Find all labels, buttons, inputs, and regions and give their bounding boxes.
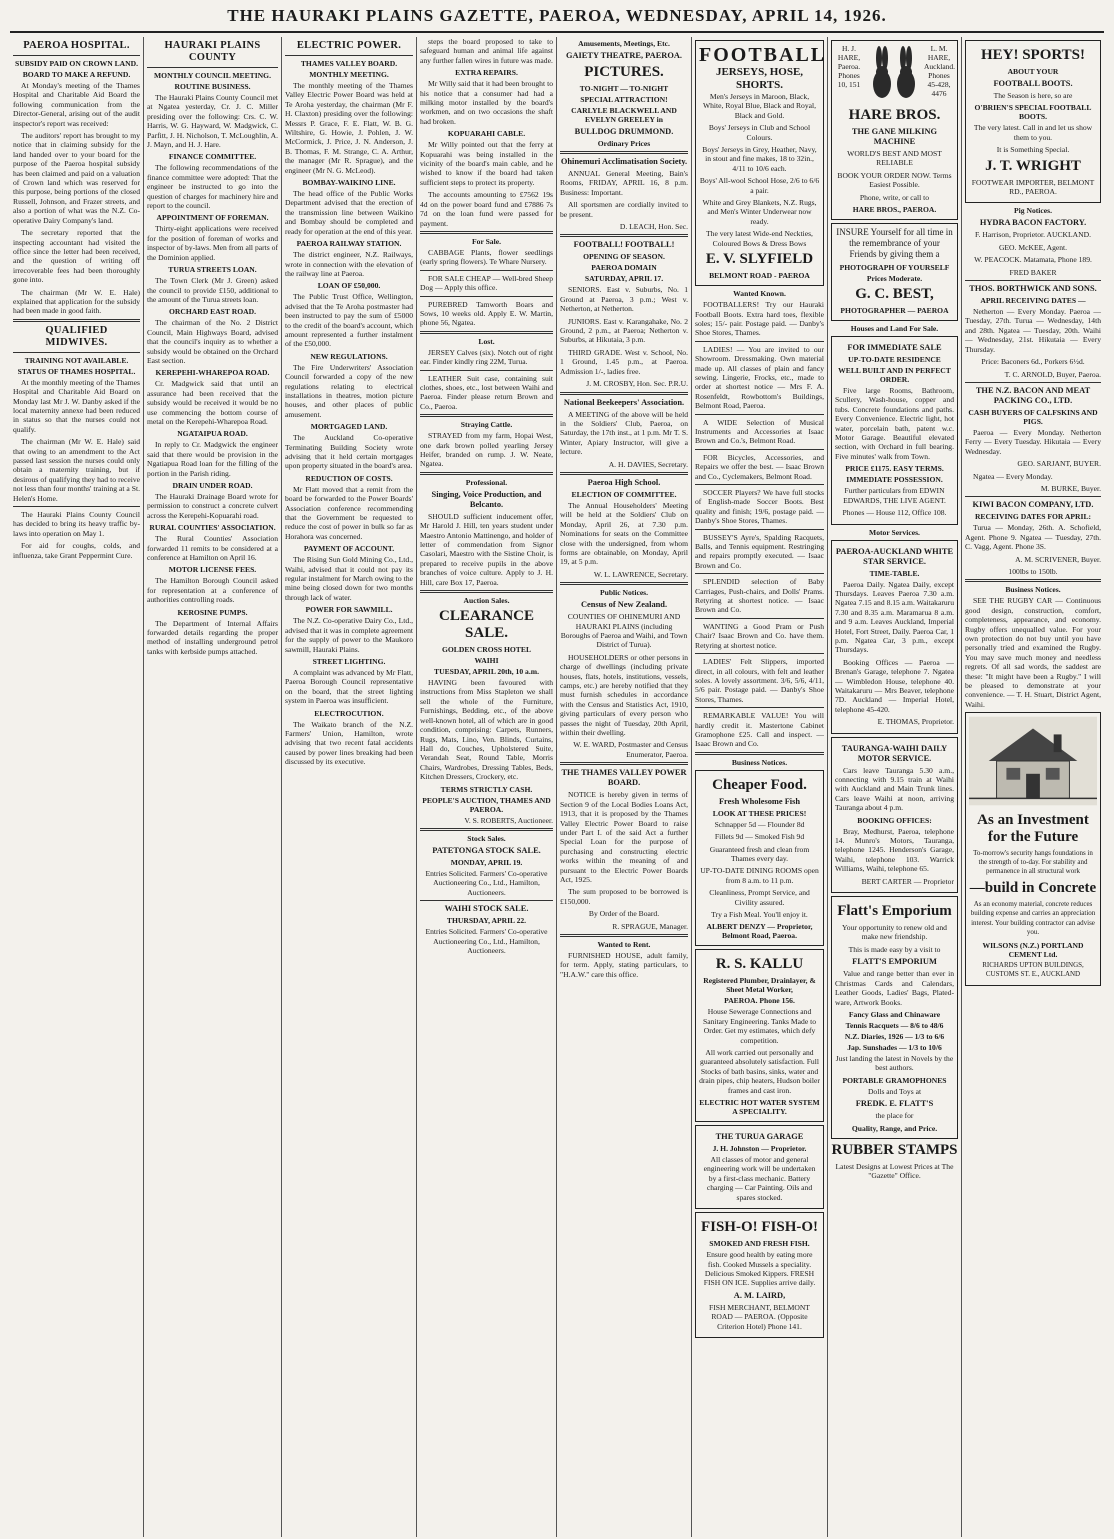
ad-text: Further particulars from EDWIN EDWARDS, THE LIVE AGENT. [843, 486, 946, 505]
subhead: TRAINING NOT AVAILABLE. [24, 355, 129, 365]
section-head: DRAIN UNDER ROAD. [172, 481, 253, 490]
ad-line: Cleanliness, Prompt Service, and Civility assured. [709, 888, 810, 907]
paragraph: The Department of Internal Affairs forwarded details regarding the proper method of installing underground petrol tanks with kerbside pumps attached. [147, 618, 278, 656]
ad-line: SATURDAY, APRIL 17. [584, 274, 664, 284]
ad-text: Paeroa Daily. Ngatea Daily, except Thursdays. Leaves Paeroa 7.30 a.m. Ngatea 7.15 and 8.15 a.m. Waitakaruru 7.30 and 8.35 a.m. Maramarua 8 a.m. and 9 a.m. Leaves Auckland, Imperial Hotel, Fort Street, Daily. Paeroa Car, 1 p.m. Ngatea Car, 3 p.m., except Thursdays. [835, 579, 954, 655]
flatts-emporium-advert [831, 896, 958, 1138]
subhead: STATUS OF THAMES HOSPITAL. [17, 366, 136, 376]
ad-line: TERMS STRICTLY CASH. [440, 784, 533, 794]
ad-line: Tennis Racquets — 8/6 to 48/6 [845, 1020, 944, 1030]
ad-line: PORTABLE GRAMOPHONES [842, 1075, 947, 1085]
notice-text: The Annual Householders' Meeting will be held at the Soldiers' Club on Monday, April 26, at 7.30 p.m. Nominations for seats on the Committee close with the undersigned, from whom forms are obtainable, on Monday, April 19, at 5 p.m. [560, 500, 688, 567]
classified-head: Wanted Known. [733, 289, 786, 299]
headline-hauraki-plains-county: HAURAKI PLAINS COUNTY [164, 40, 261, 63]
ad-text: Five large Rooms, Bathroom, Scullery, Wash-house, copper and tubs. Concrete foundations and paths. Every Convenience. Electric light, hot water, porcelain bath, patent w.c. Motor Garage. Beautiful elevated section, with Orchard in full bearing. Five minutes' walk from Town. [835, 386, 954, 461]
paragraph: The Hauraki Plains County Council met at Ngatea yesterday, Cr. J. C. Miller presiding over the following: Crs. C. W. Harris, W. G. Hayward, W. Madgwick, C. Parfitt, J. H. Nicholson, T. McLoughlin, A. J. Mayn, and H. J. Hare. [147, 93, 278, 150]
section-head: ORCHARD EAST ROAD. [169, 307, 256, 317]
paragraph: The Town Clerk (Mr J. Green) asked the council to provide £150, additional to the amount of the Turua streets loan. [147, 276, 278, 304]
ad-text: Value and range better than ever in Christmas Cards and Calendars, Leather Goods, Ladies' Bags, Plated-ware, Artwork Books. [835, 969, 954, 1007]
ad-line: HARE BROS., PAEROA. [852, 205, 937, 215]
ad-text: FISH MERCHANT, BELMONT ROAD — PAEROA. (Opposite Criterion Hotel) Phone 141. [709, 1302, 810, 1331]
classified-ad: LEATHER Suit case, containing suit clothes, shoes, etc., lost between Waihi and Paeroa. Finder please return Brown and Co., Paeroa. [420, 373, 553, 411]
ad-title: THE N.Z. BACON AND MEAT PACKING CO., LTD. [975, 385, 1091, 405]
classified-head: Pig Notices. [1014, 206, 1052, 216]
ad-subtitle: Fresh Wholesome Fish [718, 796, 801, 806]
ad-title: THOS. BORTHWICK AND SONS. [969, 284, 1097, 294]
section-head: APPOINTMENT OF FOREMAN. [156, 213, 269, 223]
ad-subtitle: THE GANE MILKING MACHINE [851, 127, 938, 146]
column-6 [692, 37, 828, 1537]
ad-line: PHOTOGRAPH OF YOURSELF [839, 263, 950, 273]
ad-text: The very latest Wide-end Neckties, Coloured Bows & Dress Bows [706, 229, 813, 248]
notice-text: COUNTIES OF OHINEMURI AND HAURAKI PLAINS (including Boroughs of Paeroa and Waihi, and Town District of Turua). [560, 612, 688, 650]
ad-heading: Ohinemuri Acclimatisation Society. [560, 157, 688, 166]
ad-heading: GAIETY THEATRE, PAEROA. [565, 51, 683, 60]
ad-line: TIME-TABLE. [869, 568, 920, 578]
ad-text: Turua — Monday, 26th. A. Schofield, Agent. Phone 9. Ngatea — Tuesday, 27th. C. Vagg, Agent. Phone 3S. [965, 523, 1101, 552]
residence-advert [831, 336, 958, 524]
paragraph: At the monthly meeting of the Thames Hospital and Charitable Aid Board on Monday last Mr J. W. Danby asked if the local maternity annexe had been reduced in status so that the nurses could not qualify. [13, 377, 140, 434]
ad-text: This is made easy by a visit to [848, 944, 941, 954]
ad-text: Netherton — Every Monday. Paeroa — Tuesday, 27th. Turua — Wednesday, 14th and 28th. Ngatea — Tuesday, 20th. Waihi — Wednesday, 21st. Hikutaia — Every Thursday. [965, 307, 1101, 354]
ad-line: OPENING OF SEASON. [583, 252, 665, 262]
house-illustration-icon [969, 716, 1097, 806]
ad-line: MONDAY, APRIL 19. [450, 857, 523, 867]
ad-line: BELMONT ROAD - PAEROA [709, 271, 810, 281]
paragraph: The Waikato branch of the N.Z. Farmers' Union, Hamilton, wrote advising that two recent fatal accidents caused by power lines breaking had been discussed by its executive. [285, 719, 413, 767]
section-head: RURAL COUNTIES' ASSOCIATION. [149, 523, 276, 533]
classified-head: Wanted to Rent. [597, 939, 651, 949]
classified-head: Business Notices. [1005, 585, 1061, 595]
ad-title: PAEROA-AUCKLAND WHITE STAR SERVICE. [835, 546, 954, 566]
ad-heading: FOOTBALL! FOOTBALL! [573, 240, 675, 250]
paragraph: The Hamilton Borough Council asked for representation at a conference of authorities controlling roads. [147, 576, 278, 605]
classified-head: Stock Sales. [467, 833, 506, 843]
classified-ad: REMARKABLE VALUE! You will hardly credit it. Mastertone Cabinet Gramophone £25. Call and inspect. — Isaac Brown and Co. [695, 711, 824, 749]
ad-line: ELECTRIC HOT WATER SYSTEM A SPECIALITY. [699, 1098, 820, 1117]
ad-line: J. H. Johnston — Proprietor. [712, 1144, 807, 1154]
classified-ad: A WIDE Selection of Musical Instruments and Accessories at Isaac Brown and Co.'s, Belmont Road. [695, 417, 824, 446]
paragraph: For aid for coughs, colds, and influenza, take Grant Peppermint Cure. [13, 541, 140, 560]
paragraph: Thirty-eight applications were received for the position of foreman of works and inspector of by-laws. Men from all parts of the Dominion applied. [147, 224, 278, 262]
columns [10, 37, 1104, 1537]
headline-electric-power: ELECTRIC POWER. [296, 40, 402, 51]
classified-head: Lost. [478, 336, 495, 346]
ad-text: House Sewerage Connections and Sanitary Engineering. Tanks Made to Order. Get my estimates, which defy competition. [703, 1007, 816, 1045]
paragraph: The Auckland Co-operative Terminating Building Society wrote advising that it held certain mortgages upon property situated in the board's area. [285, 433, 413, 471]
paragraph: The head office of the Public Works Department advised that the erection of the transmission line between Waikino and Bombay should be completed and ready for operation at the end of this year. [285, 189, 413, 236]
hare-bros-advert [831, 40, 958, 220]
ad-line: PRICE £1175. EASY TERMS. [845, 464, 944, 474]
paragraph: Mr Flatt moved that a remit from the board be forwarded to the Power Boards' Association conference recommending that the Government be requested to reduce the cost of power in bulk so far as Horahora was concerned. [285, 484, 413, 541]
tauranga-waihi-advert [831, 737, 958, 893]
hare-logo-icon [864, 44, 924, 104]
ad-title: As an Investment for the Future [977, 811, 1089, 845]
ad-line: LOOK AT THESE PRICES! [712, 808, 807, 818]
section-head: NGATAIPUA ROAD. [177, 429, 248, 439]
subhead: ROUTINE BUSINESS. [174, 82, 251, 91]
ad-signature: E. THOMAS, Proprietor. [877, 717, 954, 727]
paragraph: The chairman of the No. 2 District Council, Main Highways Board, advised that the council's inquiry as to whether a subsidy would be obtained on the Orchard East section. [147, 318, 278, 365]
classified-ad: FOR SALE CHEAP — Well-bred Sheep Dog — Apply this office. [420, 273, 553, 293]
notice-text: JUNIORS. East v. Karangahake, No. 2 Ground, 2 p.m., at Paeroa; Netherton v. Suburbs, at Hikutaia, 3 p.m. [560, 316, 688, 345]
ad-text: To-morrow's security hangs foundations in the strength of to-day. For stability and permanence in all structural work [973, 848, 1093, 876]
ad-signature: R. SPRAGUE, Manager. [612, 921, 688, 931]
classified-head: Straying Cattle. [460, 420, 513, 430]
ad-title: FISH-O! FISH-O! [700, 1219, 819, 1236]
ad-text: Latest Designs at Lowest Prices at The "Gazette" Office. [835, 1161, 954, 1180]
notice-text: HOUSEHOLDERS or other persons in charge of dwellings (including private houses, flats, hotels, institutions, vessels, camps, etc.) are hereby notified that they must furnish schedules in accordance with the Census and Statistics Act, 1910, giving particulars of every person who passes the night of Tuesday, 20th April, within their dwelling. [560, 652, 688, 738]
column-8 [962, 37, 1104, 1537]
paragraph: The chairman (Mr W. E. Hale) said that owing to an amendment to the Act passed last session the nurses could only obtain a maternity training, but if desirous of qualifying they had to receive not less than four months' training at a St. Helen's Home. [13, 437, 140, 503]
ad-title: FOOTBALL [699, 44, 827, 66]
classified-head: For Sale. [472, 236, 501, 246]
classified-head: Houses and Land For Sale. [850, 324, 939, 334]
ad-text: Boys' All-wool School Hose, 2/6 to 6/6 a pair. [699, 176, 820, 195]
ad-title: —build in Concrete [969, 879, 1097, 896]
classified-ad: SHOULD sufficient inducement offer, Mr Harold J. Hill, ten years student under Maestro Antonio Mattinengo, and holder of letter of commendation from Signor Casolari, Maestro with the Sistine Choir, is prepared to receive pupils in the above branches of voice culture. Apply to J. H. Hill, care Box 17, Paeroa. [420, 511, 553, 587]
ad-line: Quality, Range, and Price. [851, 1123, 938, 1133]
classified-ad: SPLENDID selection of Baby Carriages, Push-chairs, and Dolls' Prams. Retyring at shortest notice. — Isaac Brown and Co. [695, 577, 824, 615]
ad-title: A. M. LAIRD, [733, 1290, 786, 1300]
paragraph: In reply to Cr. Madgwick the engineer said that there would be provision in the Ngatiapua Road loan for the filling of the portion in the Parish riding. [147, 440, 278, 478]
paragraph: The chairman (Mr W. E. Hale) explained that application for the subsidy had been made in good faith. [13, 287, 140, 316]
section-head: TURUA STREETS LOAN. [168, 265, 257, 275]
ad-line: Try a Fish Meal. You'll enjoy it. [711, 910, 808, 919]
classified-head: Professional. [465, 477, 508, 487]
ad-text: Phone, write, or call to [859, 192, 930, 202]
ad-signature: A. M. SCRIVENER, Buyer. [1015, 554, 1101, 564]
ad-signature: A. H. DAVIES, Secretary. [608, 459, 688, 469]
ad-title: Cheaper Food. [712, 776, 807, 793]
ad-heading: THE THAMES VALLEY POWER BOARD. [561, 768, 687, 788]
paragraph: The N.Z. Co-operative Dairy Co., Ltd., advised that it was in complete agreement for the supply of power to the Maukoro sawmill, Hauraki Plains. [285, 616, 413, 654]
ad-line: WELL BUILT AND IN PERFECT ORDER. [838, 366, 951, 385]
ad-line: Fillets 9d — Smoked Fish 9d [714, 832, 805, 842]
kallu-advert [695, 949, 824, 1122]
ad-line: CARLYLE BLACKWELL AND EVELYN GREELEY in [571, 106, 677, 124]
ad-heading: National Beekeepers' Association. [563, 397, 685, 407]
column-3 [282, 37, 417, 1537]
ad-signature: V. S. ROBERTS, Auctioneer. [464, 815, 553, 825]
ad-text: Price: Baconers 6d., Porkers 6½d. [981, 357, 1085, 367]
classified-ad: FOR Bicycles, Accessories, and Repairs we offer the best. — Isaac Brown and Co., Cyclemakers, Belmont Road. [695, 452, 824, 481]
cheaper-food-advert [695, 770, 824, 947]
notice-text: NOTICE is hereby given in terms of Section 9 of the Local Bodies Loans Act, 1913, that it is proposed by the Thames Valley Electric Power Board to raise under Part I. of the said Act a further Special Loan for the purpose of purchasing and constructing electric works within the meaning of and pursuant to the Electric Power Boards Act, 1925. [560, 790, 688, 884]
ad-text: Phones — House 112, Office 108. [842, 508, 947, 518]
column-1 [10, 37, 144, 1537]
ad-heading: Singing, Voice Production, and Belcanto. [431, 489, 542, 509]
ad-title: E. V. SLYFIELD [705, 251, 814, 268]
ad-line: APRIL RECEIVING DATES — [980, 296, 1086, 306]
ad-title: KIWI BACON COMPANY, LTD. [972, 500, 1094, 510]
ad-text: FRED BAKER [1009, 267, 1057, 277]
ad-signature: J. M. CROSBY, Hon. Sec. P.R.U. [586, 379, 688, 389]
ad-title: Flatt's Emporium [837, 903, 952, 920]
ad-line: ALBERT DENZY — Proprietor, Belmont Road, Paeroa. [706, 922, 813, 941]
ad-line: SMOKED AND FRESH FISH. [709, 1239, 810, 1249]
classified-head: Business Notices. [731, 757, 788, 767]
classified-ad: FOOTBALLERS! Try our Hauraki Football Boots. Extra hard toes, flexible soles; 15/- pair. Postage paid. — Danby's Shoe Stores, Thames. [695, 300, 824, 338]
ad-text: All work carried out personally and guaranteed absolutely satisfaction. Full Stocks of bath basins, sinks, water and drain pipes, chip heaters, Hudson boiler frames and cast iron. [699, 1048, 820, 1095]
ad-text: The Season is here, so are [993, 91, 1073, 100]
notice-text: The sum proposed to be borrowed is £150,000. [560, 887, 688, 906]
ad-title: HARE BROS. [848, 107, 941, 123]
ad-text: Bray, Medhurst, Paeroa, telephone 14. Munro's Motors, Tauranga, telephone 1245. Henderson's Garage, Waihi, telephone 103. Warrick Williams, Waihi, telephone 65. [835, 826, 954, 874]
ad-text: As an economy material, concrete reduces building expense and carries an appreciation interest. Your building contractor can advise you. [970, 899, 1096, 937]
classified-ad: PUREBRED Tamworth Boars and Sows, 10 weeks old. Apply E. W. Martin, phone 56, Ngatea. [420, 299, 553, 328]
masthead: THE HAURAKI PLAINS GAZETTE, PAEROA, WEDNESDAY, APRIL 14, 1926. [10, 4, 1104, 33]
section-head: BOMBAY-WAIKINO LINE. [302, 178, 396, 188]
wilsons-cement-advert [965, 712, 1101, 986]
notice-text: THIRD GRADE. West v. School, No. 1 Ground, 1.45 p.m., at Paeroa. Admission 1/-, ladies free. [560, 347, 688, 376]
ad-signature: W. E. WARD, Postmaster and Census Enumerator, Paeroa. [573, 740, 688, 759]
ad-line: BULLDOG DRUMMOND. [574, 127, 674, 136]
paragraph: The Hauraki Plains County Council has decided to bring its heavy traffic by-laws into operation on May 1. [13, 510, 140, 538]
ad-line: Entries Solicited. Farmers' Co-operative Auctioneering Co., Ltd., Hamilton, Auctioneers. [425, 927, 548, 955]
ad-text: White and Grey Blankets, N.Z. Rugs, and Men's Winter Underwear now ready. [702, 198, 817, 226]
ad-text: Your opportunity to renew old and make new friendship. [842, 923, 947, 942]
section-head: NEW REGULATIONS. [310, 351, 388, 361]
classified-ad: LADIES! — You are invited to our Showroom. Dressmaking. Own material made up. All classes of plain and fancy sewing. Lingerie, Frocks, etc., made to order at shortest notice — Mrs F. A. Rosenfeldt, Rowbottom's Buildings, Belmont Road, Paeroa. [695, 344, 824, 411]
column-7 [828, 37, 962, 1537]
ad-line: PHOTOGRAPHER — PAEROA [840, 306, 949, 316]
ad-title: G. C. BEST, [855, 286, 934, 303]
ad-text: Dolls and Toys at [867, 1086, 922, 1096]
ad-line: WILSONS (N.Z.) PORTLAND CEMENT Ltd. [982, 940, 1084, 959]
ad-line: PAEROA DOMAIN [591, 263, 657, 273]
subhead: THAMES VALLEY BOARD. [300, 59, 398, 68]
paragraph: The Fire Underwriters' Association Council forwarded a copy of the new regulations relating to electrical installations in theatres, motion picture houses, and other places of public amusement. [285, 362, 413, 419]
ad-text: F. Harrison, Proprietor. AUCKLAND. [974, 230, 1092, 240]
slyfield-advert [695, 40, 827, 286]
ad-line: FREDK. E. FLATT'S [855, 1099, 934, 1109]
classified-head: Motor Services. [869, 527, 920, 537]
notice-text: SENIORS. East v. Suburbs, No. 1 Ground at Paeroa, 3 p.m.; West v. Netherton, at Netherton. [560, 285, 688, 314]
ad-signature: M. BURKE, Buyer. [1040, 483, 1101, 493]
ad-text: All classes of motor and general engineering work will be undertaken by a first-class mechanic. Battery charging — Car Painting. Oils and spares stocked. [703, 1155, 816, 1202]
wright-footwear-advert [965, 40, 1101, 203]
ad-line: Jap. Sunshades — 1/3 to 10/6 [847, 1042, 942, 1052]
ad-title: HYDRA BACON FACTORY. [979, 218, 1087, 228]
classified-head: Amusements, Meetings, Etc. [578, 39, 670, 48]
ad-line: CASH BUYERS OF CALFSKINS AND PIGS. [968, 407, 1098, 426]
classified-ad: LADIES' Felt Slippers, imported direct, in all colours, with felt and leather soles. A lovely assortment. 3/6, 5/6, 4/11, 5/6 pair. Postage paid. — Danby's Shoe Stores, Thames. [695, 657, 824, 704]
ad-text: It is Something Special. [996, 145, 1070, 155]
ad-line: UP-TO-DATE DINING ROOMS open from 8 a.m. to 11 p.m. [700, 866, 819, 885]
paragraph: The Rising Sun Gold Mining Co., Ltd., Waihi, advised that it could not pay its regular instalment for March owing to the mine being closed down for two months through lack of water. [285, 555, 413, 602]
classified-head: Public Notices. [599, 588, 649, 598]
section-head: KOPUARAHI CABLE. [447, 129, 526, 139]
classified-ad: BUSSEY'S Ayre's, Spalding Racquets, Balls, and Tennis equipment. Restringing and repairs promptly executed. — Isaac Brown and Co. [695, 532, 824, 570]
ad-text: The very latest. Call in and let us show them to you. [973, 123, 1093, 142]
fish-advert [695, 1212, 824, 1338]
ad-title: R. S. KALLU [715, 956, 804, 973]
ad-heading: CLEARANCE SALE. [438, 608, 534, 642]
ad-text: Ensure good health by eating more fish. Cooked Mussels a speciality. Delicious Smoked Kippers. FRESH FISH ON ICE. Supplies arrive daily. [703, 1250, 816, 1288]
section-head: PAEROA RAILWAY STATION. [296, 239, 402, 249]
turua-garage-advert [695, 1125, 824, 1209]
ad-text: FOOTWEAR IMPORTER, BELMONT RD., PAEROA. [971, 177, 1095, 197]
ad-text: GEO. McKEE, Agent. [998, 242, 1068, 252]
ad-subtitle: JERSEYS, HOSE, SHORTS. [715, 66, 804, 91]
ad-text: 100lbs to 150lb. [1008, 566, 1058, 576]
ad-text: Men's Jerseys in Maroon, Black, White, Royal Blue, Black and Royal, Black and Gold. [702, 92, 817, 120]
best-photographer-advert [831, 223, 958, 321]
section-head: KEREPEHI-WHAREPOA ROAD. [155, 368, 270, 378]
ad-line: N.Z. Diaries, 1926 — 1/3 to 6/6 [844, 1031, 945, 1041]
ad-line: PEOPLE'S AUCTION, THAMES AND PAEROA. [422, 795, 551, 814]
section-head: MOTOR LICENSE FEES. [168, 565, 257, 575]
ad-line: PICTURES. [584, 64, 664, 80]
ad-line: Guaranteed fresh and clean from Thames every day. [709, 844, 810, 863]
notice-text: All sportsmen are cordially invited to be present. [560, 200, 688, 219]
ad-text: Booking Offices — Paeroa — Brenan's Garage, telephone 7. Ngatea — Wimbledon House, telephone 40. Waitakaruru — Mrs Beaver, telephone 7D. Auckland — Imperial Hotel, telephone 45-420. [835, 657, 954, 714]
classified-ad: WANTING a Good Pram or Push Chair? Isaac Brown and Co. have them. Retyring at shortest notice. [695, 621, 824, 650]
ad-line: BOOKING OFFICES: [857, 815, 932, 825]
section-head: MORTGAGED LAND. [310, 422, 388, 432]
ad-text: Cars leave Tauranga 5.30 a.m., connecting with 9.15 train at Waihi with Auckland and Main Trunk lines. Cars leave Waihi at noon, arriving Tauranga about 4 p.m. [835, 765, 954, 813]
classified-head: Auction Sales. [463, 596, 510, 606]
paragraph: The following recommendations of the finance committee were adopted: That the engineer be instructed to go into the question of charges for machinery hire and report to the council. [147, 163, 278, 211]
paragraph: The monthly meeting of the Thames Valley Electric Power Board was held at Te Aroha yesterday, the chairman (Mr F. H. Claxton) presiding over the following: Messrs P. Grace, F. E. Flatt, W. B. G. Wiltshire, G. Howie, J. Pohlen, J. W. McCormick, J. Price, J. N. Anderson, J. B. Thomas, F. M. Strange, C. A. Arthur, the manager (Mr R. Sprague), and the engineer (Mr N. G. McLeod). [285, 81, 413, 175]
column-4 [417, 37, 557, 1537]
ad-heading: PATETONGA STOCK SALE. [432, 845, 541, 855]
subhead: BOARD TO MAKE A REFUND. [22, 70, 131, 79]
ad-line: RECEIVING DATES FOR APRIL: [974, 512, 1092, 522]
subhead: MONTHLY COUNCIL MEETING. [154, 71, 271, 80]
ad-title: J. T. WRIGHT [985, 157, 1081, 174]
section-head: POWER FOR SAWMILL. [305, 605, 393, 615]
classified-ad: CABBAGE Plants, flower seedlings (early spring flowers). Te Whare Nursery. [420, 247, 553, 267]
ad-text: L. M. HARE, Auckland. Phones 45-428, 4476 [924, 44, 956, 98]
ad-text: Just landing the latest in Novels by the best authors. [835, 1053, 954, 1073]
column-2 [144, 37, 282, 1537]
ad-title: FOR IMMEDIATE SALE [847, 343, 942, 353]
ad-subtitle: Registered Plumber, Drainlayer, & Sheet Metal Worker, [703, 976, 816, 995]
section-head: EXTRA REPAIRS. [455, 68, 518, 78]
ad-line: Prices Moderate. [866, 274, 923, 284]
ad-text: Ngatea — Every Monday. [973, 471, 1053, 481]
ad-line: IMMEDIATE POSSESSION. [846, 475, 943, 485]
ad-line: ABOUT YOUR [1007, 67, 1059, 76]
ad-line: Ordinary Prices [597, 139, 651, 148]
ad-line: WAIHI [474, 656, 499, 666]
classified-ad: SOCCER Players? We have full stocks of English-made Soccer Boots. Best quality and finish; 19/6, postage paid. — Danby's Shoe Stores, Thames. [695, 488, 824, 526]
notice-text: A MEETING of the above will be held in the Soldiers' Club, Paeroa, on Saturday, the 17th inst., at 1 p.m. Mr T. S. Winter, Apiary Instructor, will give a lecture. [560, 409, 688, 457]
notice-text: By Order of the Board. [588, 909, 660, 919]
ad-title: HEY! SPORTS! [980, 47, 1086, 63]
ad-text: Paeroa — Every Monday. Netherton Ferry — Every Tuesday. Hikutaia — Every Wednesday. [965, 427, 1101, 456]
ad-text: RICHARDS UPTON BUILDINGS, CUSTOMS ST. E., AUCKLAND [982, 960, 1084, 978]
section-head: STREET LIGHTING. [312, 656, 386, 666]
classified-ad: STRAYED from my farm, Hopai West, one dark brown polled yearling Jersey Heifer, branded on rump. J. W. Neate, Ngatea. [420, 431, 553, 469]
ad-title: TAURANGA-WAIHI DAILY MOTOR SERVICE. [841, 743, 948, 763]
ad-text: INSURE Yourself for all time in the remembrance of your Friends by giving them a [836, 227, 953, 260]
paragraph: The Rural Counties' Association forwarded 11 remits to be considered at a conference at Hamilton on April 16. [147, 534, 278, 563]
paragraph: Mr Willy said that it had been brought to his notice that a consumer had had a milking motor installed by the board's workmen, and on two occasions the shaft had broken. [420, 79, 553, 126]
section-head: FINANCE COMMITTEE. [168, 152, 257, 162]
ad-text: BOOK YOUR ORDER NOW. Terms Easiest Possible. [837, 170, 952, 190]
ad-signature: W. L. LAWRENCE, Secretary. [593, 569, 688, 579]
section-head: REDUCTION OF COSTS. [305, 473, 393, 483]
ad-text: H. J. HARE, Paeroa. Phones 10, 151 [837, 44, 861, 89]
classified-ad: HAVING been favoured with instructions from Miss Stapleton we shall sell the whole of the Furniture, Furnishings, Bedding, etc., of the above well-known hotel, all of which are in good condition, comprising: Carpets, Runners, Rugs, Mats, Lino, Ven. Blinds, Curtains, Hall do, Couches, Upholstered Suite, Verandah Seat, Round Table, Morris Chairs, Wardrobes, Dressing Tables, Beds, Kitchen Dressers, Crockery, etc. [420, 678, 553, 782]
subhead: SUBSIDY PAID ON CROWN LAND. [15, 59, 138, 68]
ad-line: SPECIAL ATTRACTION! [580, 95, 668, 104]
classified-ad: JERSEY Calves (six). Notch out of right ear. Finder kindly ring 22M, Turua. [420, 347, 553, 367]
classified-ad: FURNISHED HOUSE, adult family, for term. Apply, stating particulars, to "H.A.W." care this office. [560, 950, 688, 979]
section-head: KEROSINE PUMPS. [177, 607, 248, 617]
paragraph: The auditors' report has brought to my notice that in claiming subsidy for the land handed over to your board for the purpose of the Paeroa hospital subsidy has been claimed and paid on a valuation of Crown land which was reserved for this purpose, being portions of the closed Russell, Johnson, and Frazer streets, and also a portion of what was the N.Z. Co-operative Dairy Company's land. [13, 131, 140, 225]
ad-line: TO-NIGHT — TO-NIGHT [579, 84, 669, 93]
paragraph: A complaint was advanced by Mr Flatt, Paeroa Borough Council representative on the board, that the street lighting system in Paeroa was insufficient. [285, 667, 413, 706]
notice-text: ANNUAL General Meeting, Bain's Rooms, FRIDAY, APRIL 16, 8 p.m. Business: Important. [560, 169, 688, 197]
ad-heading: Census of New Zealand. [580, 600, 668, 610]
paragraph: The secretary reported that the inspecting accountant had visited the office since the letter had been received, and the question of writing off irrecoverable fees had been thoroughly gone into. [13, 228, 140, 285]
white-star-advert [831, 540, 958, 734]
ad-subtitle: FOOTBALL BOOTS. [993, 79, 1073, 88]
paragraph: At Monday's meeting of the Thames Hospital and Charitable Aid Board the following communication from the Director-General, arising out of the audit inspector's report was received: [13, 81, 140, 128]
section-head: PAYMENT OF ACCOUNT. [303, 544, 395, 554]
ad-line: PAEROA. Phone 156. [724, 996, 795, 1006]
ad-line: TUESDAY, APRIL 20th, 10 a.m. [434, 667, 539, 677]
ad-line: Entries Solicited. Farmers' Co-operative Auctioneering Co., Ltd., Hamilton, Auctioneers. [425, 868, 548, 897]
paragraph: The Public Trust Office, Wellington, advised that the Te Aroha postmaster had been instructed to pay the sum of £5000 to the credit of the board's account, which amount represented a further instalment of the £50,000. [285, 292, 413, 349]
ad-signature: D. LEACH, Hon. Sec. [619, 222, 688, 232]
ad-heading: Paeroa High School. [587, 477, 661, 487]
paragraph: Mr Willy pointed out that the ferry at Kopuarahi was being installed in the vicinity of the board's main cable, and he wished to know if the board had taken sufficient steps to protect its property. [420, 140, 553, 187]
ad-text: the place for [875, 1111, 914, 1121]
ad-heading: WAIHI STOCK SALE. [444, 904, 529, 914]
ad-line: UP-TO-DATE RESIDENCE [848, 355, 941, 365]
headline-qualified-midwives: QUALIFIED MIDWIVES. [45, 324, 108, 348]
ad-line: THURSDAY, APRIL 22. [446, 916, 527, 926]
ad-text: Boys' Jerseys in Grey, Heather, Navy, in stout and fine makes, 18 to 32in., 4/11 to 10/6 each. [702, 145, 817, 173]
ad-line: Schnapper 5d — Flounder 8d [714, 819, 805, 829]
subhead: MONTHLY MEETING. [309, 70, 389, 79]
ad-line: Fancy Glass and Chinaware [848, 1009, 941, 1019]
ad-subtitle: FLATT'S EMPORIUM [852, 957, 937, 967]
ad-text: WORLD'S BEST AND MOST RELIABLE [847, 149, 942, 168]
ad-signature: GEO. SARJANT, BUYER. [1017, 459, 1101, 469]
ad-signature: T. C. ARNOLD, Buyer, Paeroa. [1004, 369, 1101, 379]
paragraph: The Hauraki Drainage Board wrote for permission to construct a concrete culvert across the Kerepehi-Kopuarahi road. [147, 492, 278, 520]
ad-line: GOLDEN CROSS HOTEL [441, 645, 532, 655]
headline-paeroa-hospital: PAEROA HOSPITAL. [23, 40, 130, 51]
column-5 [557, 37, 692, 1537]
paragraph: steps the board proposed to take to safeguard human and animal life against any further fallen wires in future was made. [420, 37, 553, 65]
ad-text: Boys' Jerseys in Club and School Colours. [708, 123, 811, 142]
ad-title: RUBBER STAMPS [831, 1141, 958, 1158]
classified-ad: SEE THE RUGBY CAR — Continuous good design, construction, comfort, completeness, appearance, and economy. Rugby offers unequalled value. For your own protection do not buy until you have personally tried and examined the Rugby. You may save much money and needless regrets. Of all sad words, the saddest are these: "It might have been a Rugby." I will be pleased to demonstrate at your convenience. — T. H. Stuart, District Agent, Waihi. [965, 596, 1101, 709]
hare-header [835, 44, 954, 104]
paragraph: The accounts amounting to £7562 19s 4d on the power board fund and £7886 7s 7d on the loan fund were passed for payment. [420, 190, 553, 228]
ad-line: O'BRIEN'S SPECIAL FOOTBALL BOOTS. [974, 103, 1092, 122]
ad-line: ELECTION OF COMMITTEE. [571, 489, 677, 499]
paragraph: Cr. Madgwick said that until an assurance had been received that the subsidy would be received it would be no use commencing the bottom course of metal on the Kerepehi-Wharepoa Road. [147, 379, 278, 426]
ad-signature: BERT CARTER — Proprietor [861, 876, 954, 886]
ad-title: THE TURUA GARAGE [715, 1132, 804, 1142]
paragraph: The district engineer, N.Z. Railways, wrote in connection with the elevation of the railway line at Paeroa. [285, 250, 413, 278]
ad-text: W. PEACOCK. Matamata, Phone 189. [974, 255, 1092, 265]
section-head: LOAN OF £50,000. [317, 281, 381, 291]
section-head: ELECTROCUTION. [314, 708, 384, 718]
